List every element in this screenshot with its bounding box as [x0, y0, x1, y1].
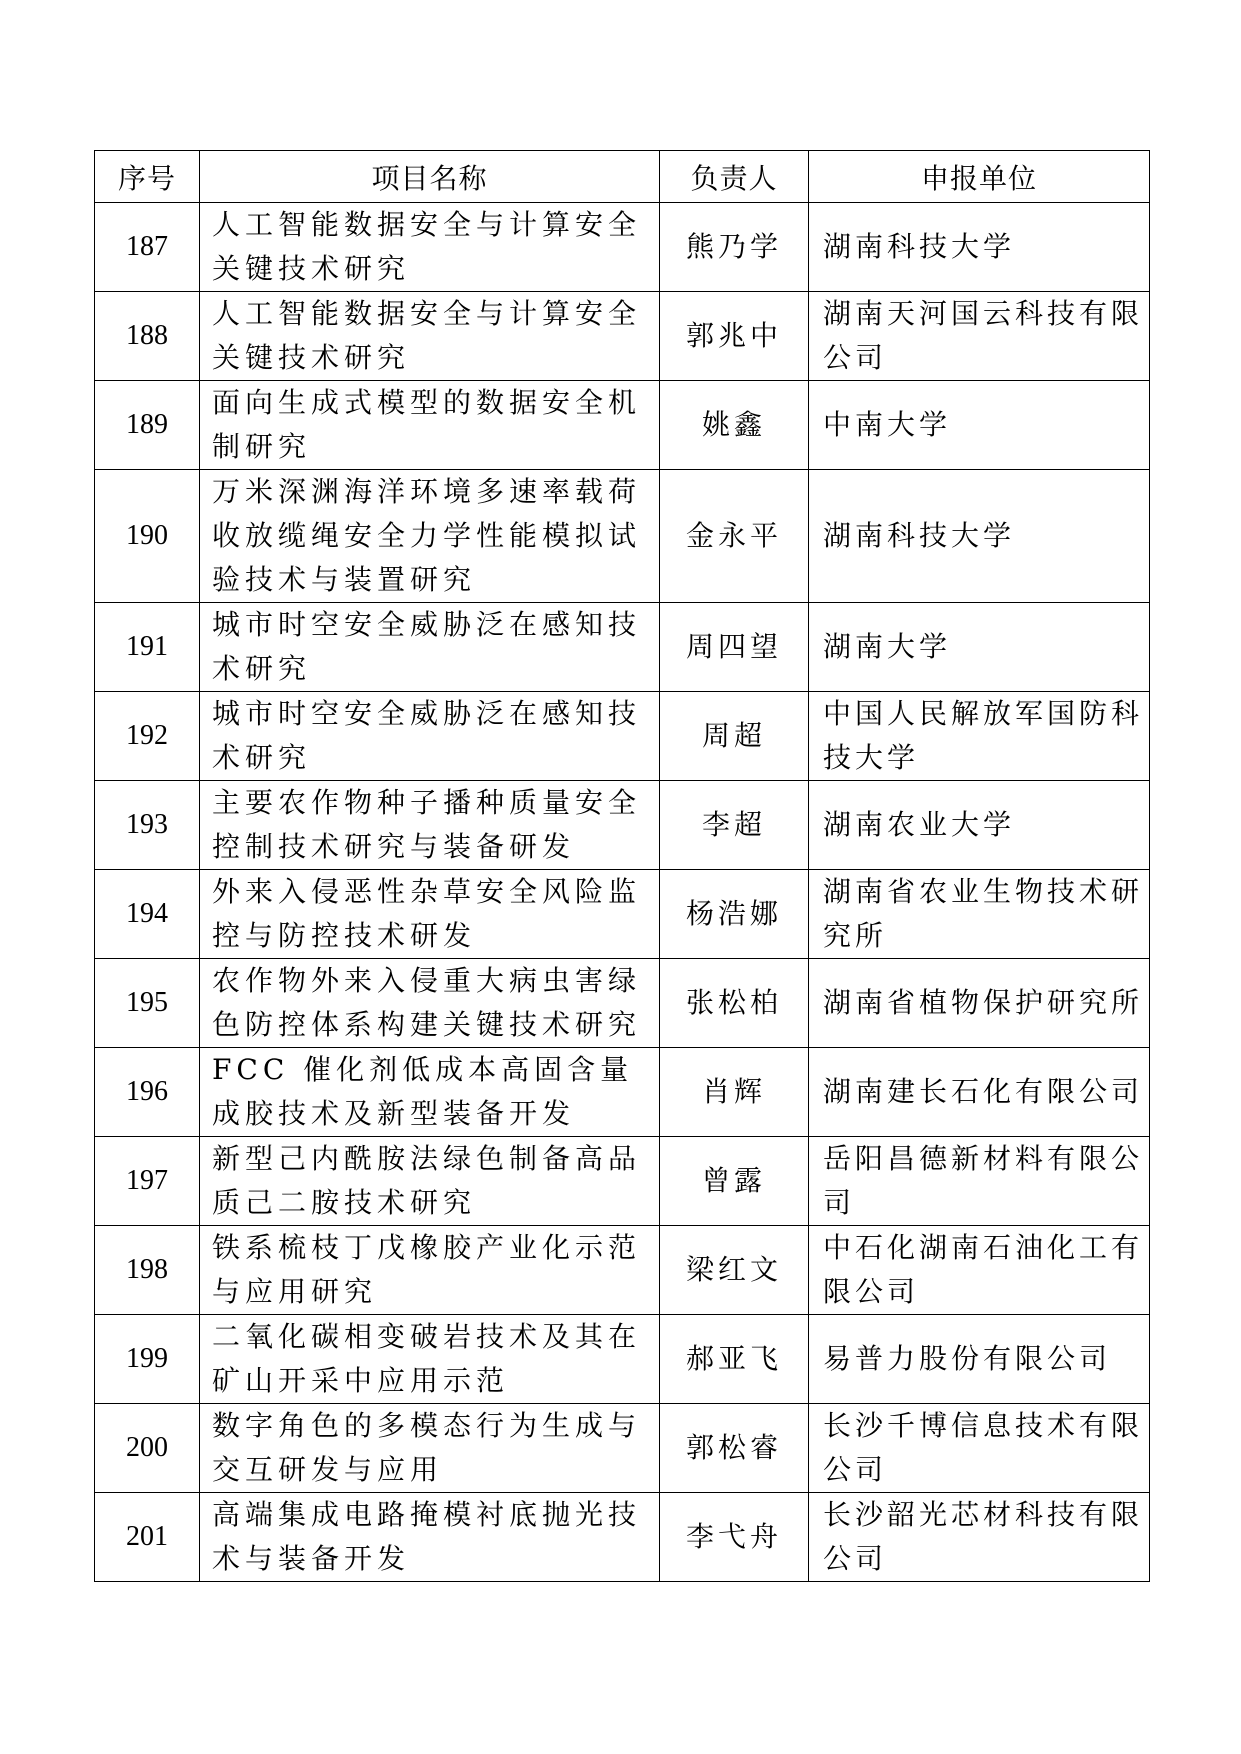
cell-project-name: 面向生成式模型的数据安全机制研究 [200, 381, 660, 470]
table-row [95, 959, 1150, 1048]
cell-person: 肖辉 [660, 1048, 809, 1137]
table-row [95, 1226, 1150, 1315]
header-name: 项目名称 [200, 151, 660, 203]
table-row [95, 381, 1150, 470]
cell-no: 194 [95, 870, 200, 959]
cell-unit: 湖南农业大学 [809, 781, 1150, 870]
cell-unit: 湖南省植物保护研究所 [809, 959, 1150, 1048]
cell-no: 198 [95, 1226, 200, 1315]
cell-no: 201 [95, 1493, 200, 1582]
table-row [95, 603, 1150, 692]
cell-person: 周超 [660, 692, 809, 781]
cell-person: 曾露 [660, 1137, 809, 1226]
cell-unit: 中石化湖南石油化工有限公司 [809, 1226, 1150, 1315]
cell-person: 杨浩娜 [660, 870, 809, 959]
table-row [95, 692, 1150, 781]
cell-project-name: 城市时空安全威胁泛在感知技术研究 [200, 603, 660, 692]
project-table [94, 150, 1150, 1582]
cell-no: 195 [95, 959, 200, 1048]
cell-unit: 湖南科技大学 [809, 470, 1150, 603]
cell-person: 姚鑫 [660, 381, 809, 470]
table-row [95, 470, 1150, 603]
header-unit: 申报单位 [809, 151, 1150, 203]
table-row [95, 1137, 1150, 1226]
cell-no: 196 [95, 1048, 200, 1137]
table-row [95, 870, 1150, 959]
cell-project-name: 铁系梳枝丁戊橡胶产业化示范与应用研究 [200, 1226, 660, 1315]
cell-no: 200 [95, 1404, 200, 1493]
cell-project-name: 外来入侵恶性杂草安全风险监控与防控技术研发 [200, 870, 660, 959]
cell-person: 周四望 [660, 603, 809, 692]
header-person: 负责人 [660, 151, 809, 203]
cell-no: 188 [95, 292, 200, 381]
cell-no: 190 [95, 470, 200, 603]
cell-project-name: 人工智能数据安全与计算安全关键技术研究 [200, 203, 660, 292]
table-row [95, 203, 1150, 292]
cell-unit: 湖南省农业生物技术研究所 [809, 870, 1150, 959]
cell-unit: 易普力股份有限公司 [809, 1315, 1150, 1404]
cell-person: 郭松睿 [660, 1404, 809, 1493]
cell-unit: 湖南天河国云科技有限公司 [809, 292, 1150, 381]
table-row [95, 1493, 1150, 1582]
cell-project-name: 新型己内酰胺法绿色制备高品质己二胺技术研究 [200, 1137, 660, 1226]
cell-person: 李弋舟 [660, 1493, 809, 1582]
table-row [95, 1048, 1150, 1137]
cell-person: 郭兆中 [660, 292, 809, 381]
table-row [95, 781, 1150, 870]
cell-person: 李超 [660, 781, 809, 870]
cell-project-name: FCC 催化剂低成本高固含量成胶技术及新型装备开发 [200, 1048, 660, 1137]
cell-project-name: 农作物外来入侵重大病虫害绿色防控体系构建关键技术研究 [200, 959, 660, 1048]
cell-unit: 湖南建长石化有限公司 [809, 1048, 1150, 1137]
cell-project-name: 二氧化碳相变破岩技术及其在矿山开采中应用示范 [200, 1315, 660, 1404]
cell-no: 193 [95, 781, 200, 870]
header-row [95, 151, 1150, 203]
cell-unit: 中国人民解放军国防科技大学 [809, 692, 1150, 781]
cell-unit: 湖南大学 [809, 603, 1150, 692]
cell-project-name: 万米深渊海洋环境多速率载荷收放缆绳安全力学性能模拟试验技术与装置研究 [200, 470, 660, 603]
cell-project-name: 主要农作物种子播种质量安全控制技术研究与装备研发 [200, 781, 660, 870]
cell-no: 199 [95, 1315, 200, 1404]
cell-no: 192 [95, 692, 200, 781]
cell-no: 191 [95, 603, 200, 692]
cell-project-name: 人工智能数据安全与计算安全关键技术研究 [200, 292, 660, 381]
cell-no: 197 [95, 1137, 200, 1226]
cell-project-name: 数字角色的多模态行为生成与交互研发与应用 [200, 1404, 660, 1493]
cell-unit: 岳阳昌德新材料有限公司 [809, 1137, 1150, 1226]
cell-person: 熊乃学 [660, 203, 809, 292]
cell-person: 金永平 [660, 470, 809, 603]
cell-project-name: 城市时空安全威胁泛在感知技术研究 [200, 692, 660, 781]
cell-person: 梁红文 [660, 1226, 809, 1315]
cell-person: 郝亚飞 [660, 1315, 809, 1404]
table-row [95, 1404, 1150, 1493]
cell-unit: 湖南科技大学 [809, 203, 1150, 292]
table-header [95, 151, 1150, 203]
cell-person: 张松柏 [660, 959, 809, 1048]
table-row [95, 292, 1150, 381]
table-body [95, 203, 1150, 1582]
table-row [95, 1315, 1150, 1404]
cell-unit: 长沙千博信息技术有限公司 [809, 1404, 1150, 1493]
cell-unit: 长沙韶光芯材科技有限公司 [809, 1493, 1150, 1582]
cell-no: 189 [95, 381, 200, 470]
cell-unit: 中南大学 [809, 381, 1150, 470]
cell-project-name: 高端集成电路掩模衬底抛光技术与装备开发 [200, 1493, 660, 1582]
cell-no: 187 [95, 203, 200, 292]
header-no: 序号 [95, 151, 200, 203]
